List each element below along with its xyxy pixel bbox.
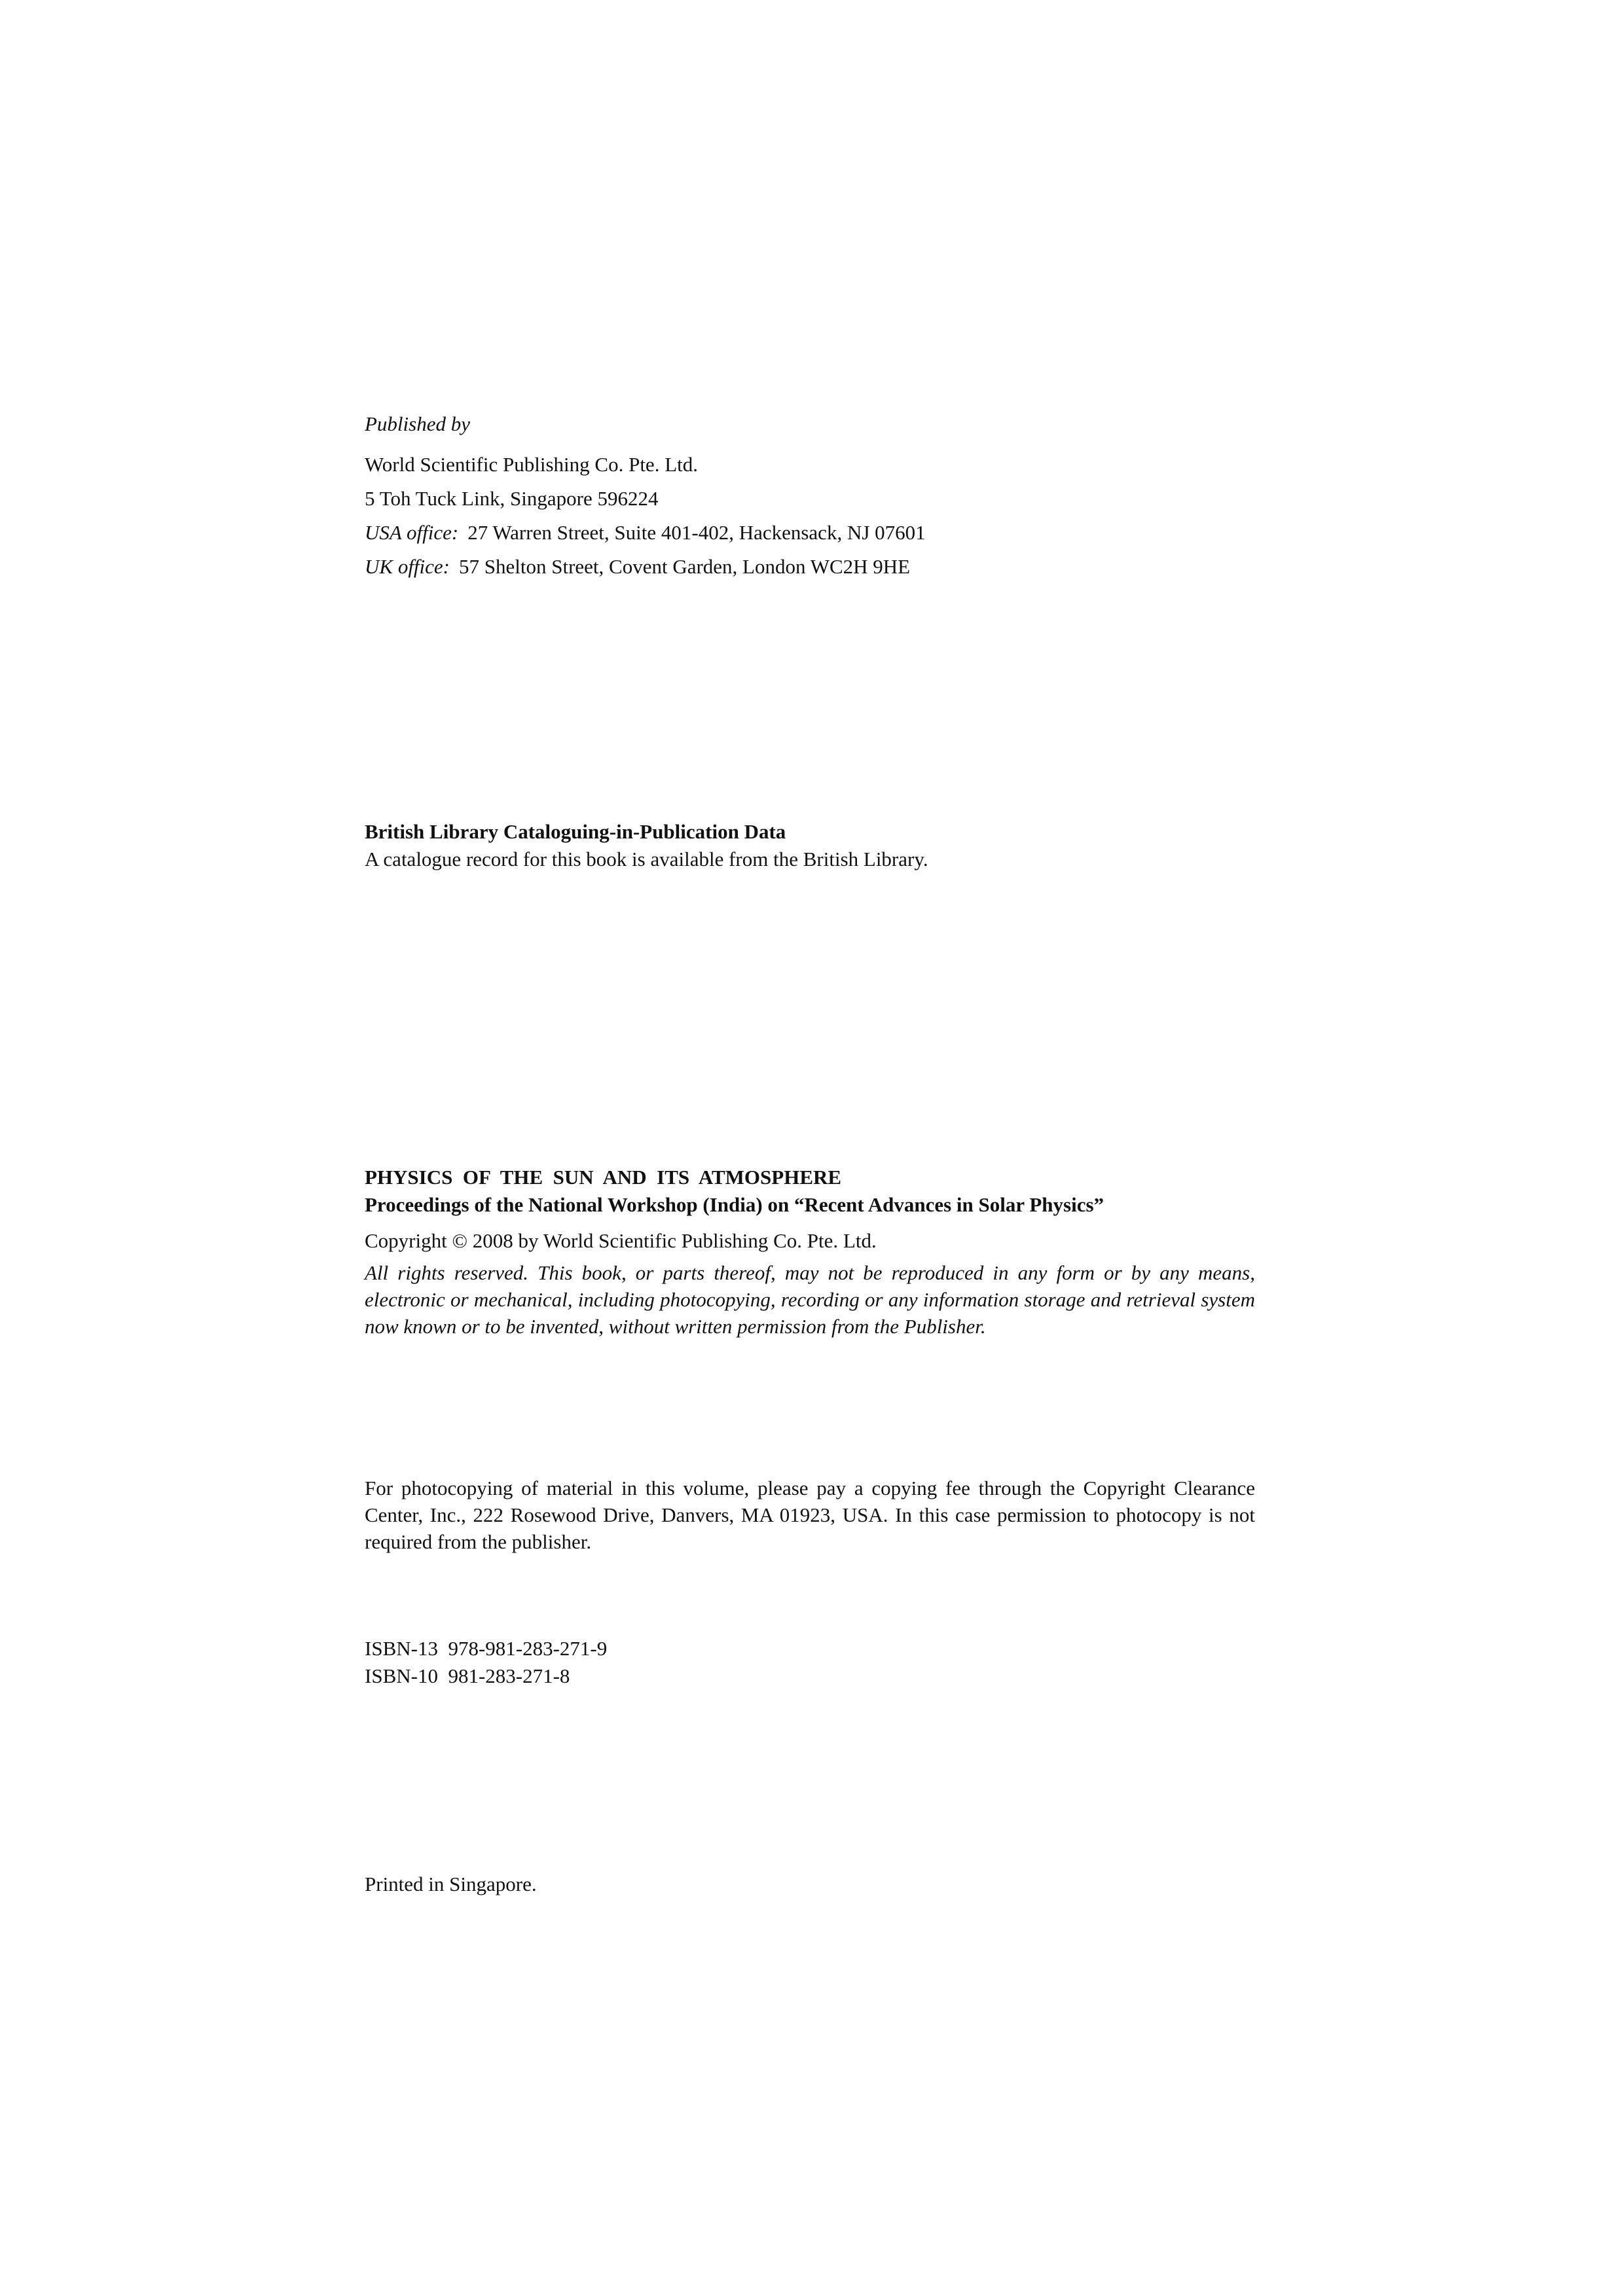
book-title: PHYSICS OF THE SUN AND ITS ATMOSPHERE — [365, 1166, 842, 1189]
uk-office-line — [365, 550, 1255, 584]
uk-office-label: UK office: — [365, 555, 450, 578]
printed-in: Printed in Singapore. — [365, 1873, 537, 1895]
cip-block — [365, 818, 1255, 873]
cip-text: A catalogue record for this book is available from the British Library. — [365, 848, 928, 870]
isbn-block — [365, 1635, 1255, 1690]
uk-office-address: 57 Shelton Street, Covent Garden, London WC2H 9HE — [459, 555, 911, 578]
publisher-name: World Scientific Publishing Co. Pte. Ltd. — [365, 453, 698, 476]
isbn-13: ISBN-13 978-981-283-271-9 — [365, 1637, 608, 1660]
rights-statement: All rights reserved. This book, or parts thereof, may not be reproduced in any form or by any means, electronic or mechanical, including photocopying, recording or any information storage and retrieval system now known or to be invented, without written permission from the Publisher. — [365, 1261, 1255, 1338]
usa-office-address: 27 Warren Street, Suite 401-402, Hackensack, NJ 07601 — [467, 521, 926, 544]
usa-office-line — [365, 516, 1255, 550]
book-subtitle: Proceedings of the National Workshop (India) on “Recent Advances in Solar Physics” — [365, 1193, 1104, 1216]
photocopy-block — [365, 1475, 1255, 1555]
printed-block — [365, 1867, 1255, 1901]
copyright-notice: Copyright © 2008 by World Scientific Publishing Co. Pte. Ltd. — [365, 1229, 877, 1252]
usa-office-label: USA office: — [365, 521, 459, 544]
title-block — [365, 1164, 1255, 1360]
publisher-address: 5 Toh Tuck Link, Singapore 596224 — [365, 487, 659, 510]
photocopy-notice: For photocopying of material in this volume, please pay a copying fee through the Copyright Clearance Center, Inc., 222 Rosewood Drive, Danvers, MA 01923, USA. In this case permission to photocopy is not required from the publisher. — [365, 1477, 1255, 1553]
isbn-10: ISBN-10 981-283-271-8 — [365, 1664, 570, 1687]
publisher-block — [365, 407, 1255, 584]
cip-heading: British Library Cataloguing-in-Publication Data — [365, 820, 786, 843]
published-by-label: Published by — [365, 412, 470, 435]
